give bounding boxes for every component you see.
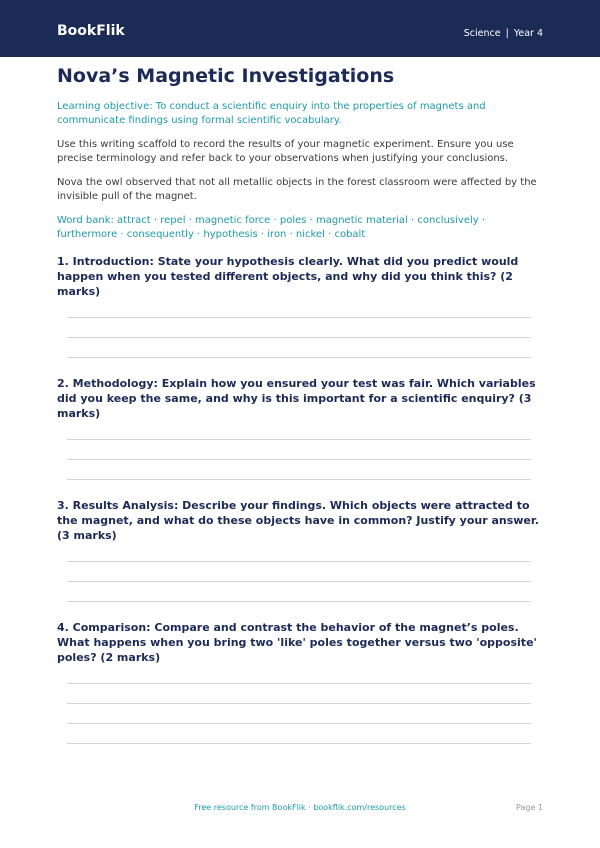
- header-bar: [0, 0, 600, 57]
- answer-line[interactable]: [67, 459, 531, 460]
- question-text-3: 3. Results Analysis: Describe your findings. Which objects were attracted to the magnet, and what do these objects have in common? Justify your answer. (3 marks): [57, 499, 539, 542]
- story-text: Nova the owl observed that not all metallic objects in the forest classroom were affected by the invisible pull of the magnet.: [57, 177, 537, 202]
- learning-objective: Learning objective: To conduct a scientific enquiry into the properties of magnets and communicate findings using formal scientific vocabulary.: [57, 101, 486, 126]
- question-block-1: [57, 254, 543, 364]
- answer-line[interactable]: [67, 703, 531, 704]
- answer-line[interactable]: [67, 723, 531, 724]
- question-text-4: 4. Comparison: Compare and contrast the behavior of the magnet’s poles. What happens when you bring two 'like' poles together versus two 'opposite' poles? (2 marks): [57, 621, 537, 664]
- answer-line[interactable]: [67, 357, 531, 358]
- year-label: Year 4: [513, 28, 543, 39]
- footer-resource-link[interactable]: Free resource from BookFlik · bookflik.com/resources: [194, 803, 406, 812]
- question-block-2: [57, 376, 543, 486]
- answer-line[interactable]: [67, 479, 531, 480]
- answer-line[interactable]: [67, 743, 531, 744]
- question-text-1: 1. Introduction: State your hypothesis clearly. What did you predict would happen when you tested different objects, and why did you think this? (2 marks): [57, 255, 519, 298]
- answer-line[interactable]: [67, 561, 531, 562]
- question-text-2: 2. Methodology: Explain how you ensured your test was fair. Which variables did you keep the same, and why is this important for a scientific enquiry? (3 marks): [57, 377, 536, 420]
- word-bank: Word bank: attract · repel · magnetic force · poles · magnetic material · conclusively · furthermore · consequently · hypothesis · iron · nickel · cobalt: [57, 215, 486, 240]
- answer-line[interactable]: [67, 581, 531, 582]
- meta-separator: |: [505, 28, 509, 39]
- answer-line[interactable]: [67, 439, 531, 440]
- header-meta: [464, 28, 543, 39]
- question-block-3: [57, 498, 543, 608]
- page-title: Nova’s Magnetic Investigations: [57, 65, 395, 87]
- answer-line[interactable]: [67, 601, 531, 602]
- page-number: Page 1: [516, 803, 543, 812]
- question-block-4: [57, 620, 543, 750]
- answer-line[interactable]: [67, 317, 531, 318]
- worksheet-content: [57, 65, 543, 242]
- instructions-text: Use this writing scaffold to record the results of your magnetic experiment. Ensure you use precise terminology and refer back to your observations when justifying your conclusions.: [57, 139, 514, 164]
- answer-line[interactable]: [67, 683, 531, 684]
- answer-line[interactable]: [67, 337, 531, 338]
- brand-logo[interactable]: BookFlik: [57, 23, 125, 39]
- subject-label: Science: [463, 28, 501, 39]
